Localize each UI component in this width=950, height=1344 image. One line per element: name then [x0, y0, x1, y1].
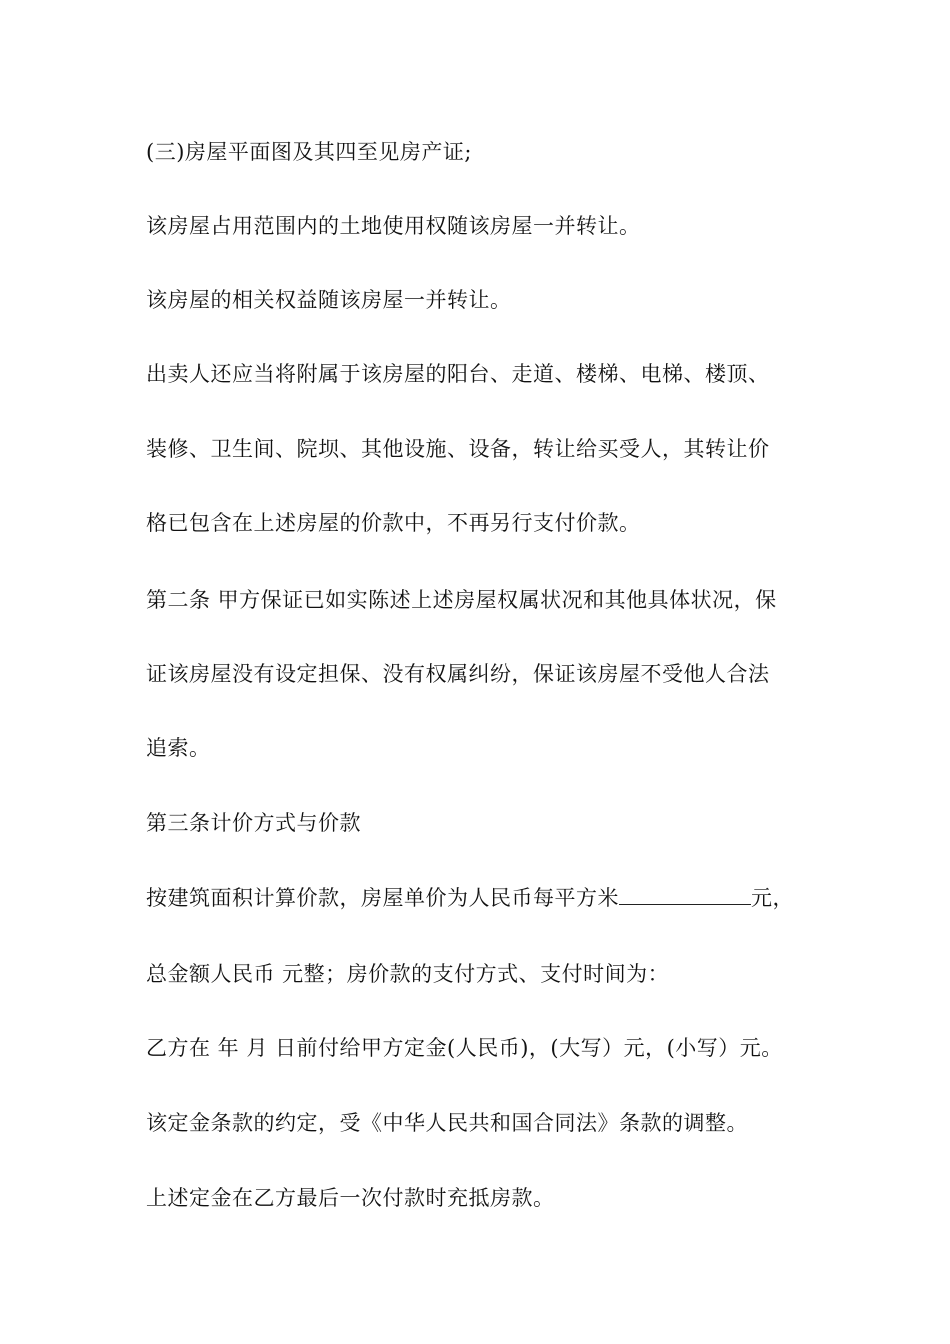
text-line-appurtenances-1: 出卖人还应当将附属于该房屋的阳台、走道、楼梯、电梯、楼顶、 [146, 362, 770, 386]
text-line-unit-price [146, 883, 794, 913]
text-line-deposit-offset: 上述定金在乙方最后一次付款时充抵房款。 [146, 1186, 555, 1210]
text-line-total-amount: 总金额人民币 元整；房价款的支付方式、支付时间为： [146, 962, 670, 986]
unit-price-suffix: 元， [751, 886, 794, 910]
text-line-deposit: 乙方在 年 月 日前付给甲方定金(人民币)，(大写）元，(小写）元。 [146, 1036, 783, 1060]
article-three-heading: 第三条计价方式与价款 [146, 811, 361, 835]
text-line-plan: (三)房屋平面图及其四至见房产证; [146, 140, 472, 164]
unit-price-label: 按建筑面积计算价款，房屋单价为人民币每平方米 [146, 886, 619, 910]
unit-price-blank [619, 886, 751, 905]
text-line-land-use: 该房屋占用范围内的土地使用权随该房屋一并转让。 [146, 214, 641, 238]
text-line-article-two-1: 第二条 甲方保证已如实陈述上述房屋权属状况和其他具体状况，保 [146, 588, 777, 612]
text-line-rights: 该房屋的相关权益随该房屋一并转让。 [146, 288, 512, 312]
text-line-article-two-2: 证该房屋没有设定担保、没有权属纠纷，保证该房屋不受他人合法 [146, 662, 770, 686]
text-line-article-two-3: 追索。 [146, 736, 211, 760]
text-line-deposit-law: 该定金条款的约定，受《中华人民共和国合同法》条款的调整。 [146, 1111, 748, 1135]
text-line-appurtenances-3: 格已包含在上述房屋的价款中，不再另行支付价款。 [146, 511, 641, 535]
text-line-appurtenances-2: 装修、卫生间、院坝、其他设施、设备，转让给买受人，其转让价 [146, 437, 770, 461]
